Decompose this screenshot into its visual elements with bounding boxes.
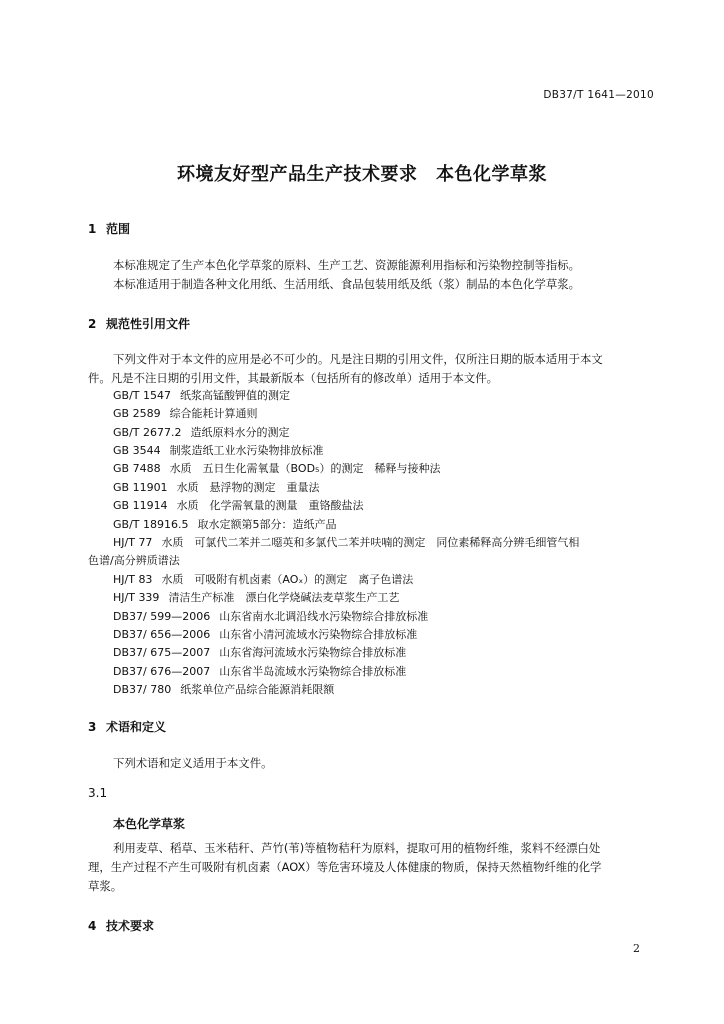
term-name: 本色化学草浆 xyxy=(113,817,186,831)
reference-title: 纸浆高锰酸钾值的测定 xyxy=(180,389,290,402)
section-4-heading xyxy=(88,917,154,934)
reference-item xyxy=(113,387,290,405)
reference-title: 山东省南水北调沿线水污染物综合排放标准 xyxy=(219,610,429,623)
reference-item xyxy=(113,405,258,423)
reference-code: GB 7488 xyxy=(113,462,161,475)
reference-title: 山东省小清河流域水污染物综合排放标准 xyxy=(219,628,418,641)
reference-title: 综合能耗计算通则 xyxy=(169,407,258,420)
section-1-heading xyxy=(88,220,130,237)
reference-code: HJ/T 77 xyxy=(113,536,153,549)
reference-code: GB 3544 xyxy=(113,444,161,457)
section-title: 技术要求 xyxy=(106,919,155,933)
reference-code: GB/T 18916.5 xyxy=(113,518,189,531)
section-number: 1 xyxy=(88,222,97,236)
section-title: 规范性引用文件 xyxy=(106,317,191,331)
reference-code: GB 2589 xyxy=(113,407,161,420)
section-title: 术语和定义 xyxy=(106,720,167,734)
reference-code: GB/T 2677.2 xyxy=(113,426,182,439)
reference-title: 清洁生产标准 漂白化学烧碱法麦草浆生产工艺 xyxy=(168,591,400,604)
reference-code: HJ/T 339 xyxy=(113,591,160,604)
reference-title: 水质 五日生化需氧量（BOD₅）的测定 稀释与接种法 xyxy=(169,462,441,475)
reference-title: 取水定额第5部分：造纸产品 xyxy=(197,518,337,531)
term-number: 3.1 xyxy=(88,786,108,800)
reference-title: 山东省半岛流域水污染物综合排放标准 xyxy=(219,665,407,678)
reference-item xyxy=(113,479,320,497)
reference-code: DB37/ 675—2007 xyxy=(113,646,211,659)
reference-code: DB37/ 656—2006 xyxy=(113,628,211,641)
section-number: 4 xyxy=(88,919,97,933)
reference-item xyxy=(113,516,336,534)
scope-paragraph-2: 本标准适用于制造各种文化用纸、生活用纸、食品包装用纸及纸（浆）制品的本色化学草浆。 xyxy=(113,277,581,291)
section-number: 2 xyxy=(88,317,97,331)
reference-title: 制浆造纸工业水污染物排放标准 xyxy=(169,444,324,457)
reference-code: GB 11914 xyxy=(113,499,168,512)
reference-item xyxy=(113,681,334,699)
reference-item xyxy=(113,644,406,662)
section-3-heading xyxy=(88,718,166,735)
term-definition-line-3: 草浆。 xyxy=(88,879,123,893)
reference-item xyxy=(113,534,579,552)
reference-item xyxy=(113,497,364,515)
page-number: 2 xyxy=(633,942,640,955)
reference-item xyxy=(113,626,417,644)
reference-item xyxy=(113,424,289,442)
section-number: 3 xyxy=(88,720,97,734)
scope-paragraph-1: 本标准规定了生产本色化学草浆的原料、生产工艺、资源能源利用指标和污染物控制等指标。 xyxy=(113,258,581,272)
reference-item xyxy=(113,460,440,478)
reference-title: 造纸原料水分的测定 xyxy=(190,426,290,439)
reference-title: 山东省海河流域水污染物综合排放标准 xyxy=(219,646,407,659)
reference-title: 水质 可吸附有机卤素（AOₓ）的测定 离子色谱法 xyxy=(161,573,414,586)
reference-code: DB37/ 780 xyxy=(113,683,172,696)
term-definition-line-2: 理，生产过程不产生可吸附有机卤素（AOX）等危害环境及人体健康的物质，保持天然植物纤维的化学 xyxy=(88,860,602,874)
reference-item xyxy=(113,663,406,681)
reference-code: HJ/T 83 xyxy=(113,573,153,586)
reference-item xyxy=(113,571,413,589)
reference-title: 纸浆单位产品综合能源消耗限额 xyxy=(180,683,335,696)
references-intro-line-1: 下列文件对于本文件的应用是必不可少的。凡是注日期的引用文件，仅所注日期的版本适用于本文 xyxy=(113,352,603,366)
document-code: DB37/T 1641—2010 xyxy=(543,89,654,101)
reference-code: DB37/ 599—2006 xyxy=(113,610,211,623)
section-title: 范围 xyxy=(106,222,131,236)
reference-item xyxy=(113,589,399,607)
reference-item xyxy=(113,442,324,460)
reference-code: DB37/ 676—2007 xyxy=(113,665,211,678)
terms-intro: 下列术语和定义适用于本文件。 xyxy=(113,756,273,770)
reference-title: 水质 化学需氧量的测量 重铬酸盐法 xyxy=(176,499,364,512)
reference-continuation: 色谱/高分辨质谱法 xyxy=(88,554,180,567)
page-title: 环境友好型产品生产技术要求 本色化学草浆 xyxy=(177,164,547,185)
reference-code: GB 11901 xyxy=(113,481,168,494)
reference-title: 水质 悬浮物的测定 重量法 xyxy=(176,481,320,494)
reference-title: 水质 可氯代二苯并二噁英和多氯代二苯并呋喃的测定 同位素稀释高分辨毛细管气相 xyxy=(161,536,580,549)
reference-code: GB/T 1547 xyxy=(113,389,171,402)
reference-item xyxy=(113,608,428,626)
section-2-heading xyxy=(88,315,190,332)
references-intro-line-2: 件。凡是不注日期的引用文件，其最新版本（包括所有的修改单）适用于本文件。 xyxy=(88,371,499,385)
term-definition-line-1: 利用麦草、稻草、玉米秸秆、芦竹(苇)等植物秸秆为原料，提取可用的植物纤维，浆料不经漂白处 xyxy=(113,841,601,855)
